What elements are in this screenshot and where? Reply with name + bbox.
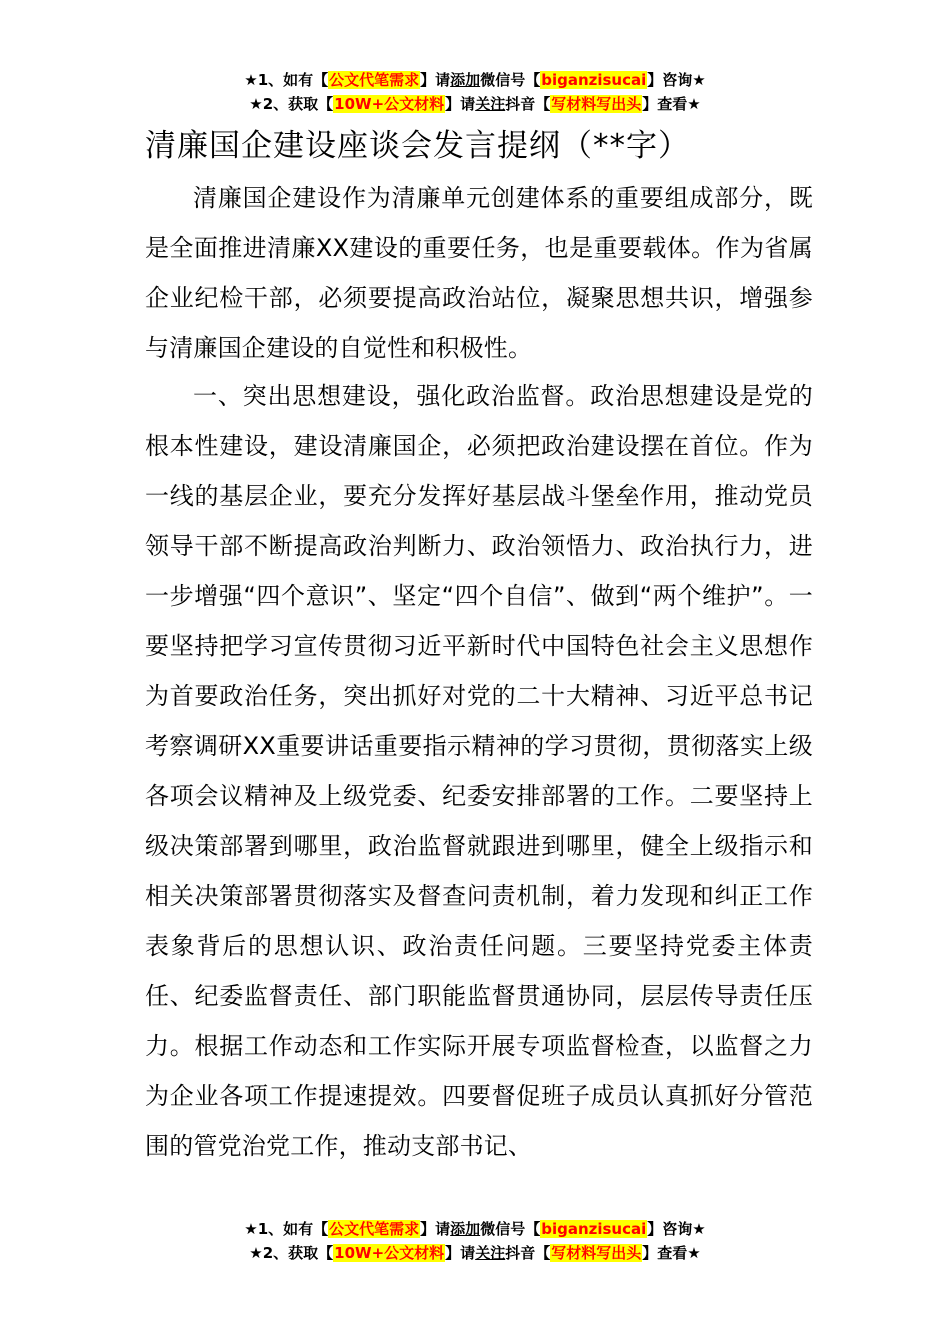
document-title: 清廉国企建设座谈会发言提纲（**字） <box>145 128 690 164</box>
highlight-service: 公文代笔需求 <box>329 71 420 89</box>
banner-text: 微信号【 <box>480 71 541 89</box>
banner-text: 】查看 <box>642 1244 688 1262</box>
underlined-text: 添加 <box>450 1220 481 1238</box>
highlight-service: 公文代笔需求 <box>329 1220 420 1238</box>
banner-text: 1、如有【 <box>257 71 329 89</box>
highlight-douyin-account: 写材料写出头 <box>551 1244 642 1262</box>
banner-text: 】咨询 <box>647 1220 693 1238</box>
bottom-banner-line-2 <box>0 1243 950 1263</box>
section-1-paragraph <box>145 371 813 1171</box>
star-icon: ★ <box>692 1220 706 1238</box>
banner-text: 】请 <box>420 71 451 89</box>
top-banner-line-2 <box>0 94 950 114</box>
highlight-materials: 10W+公文材料 <box>334 95 445 113</box>
banner-text: 抖音【 <box>505 1244 551 1262</box>
star-icon: ★ <box>692 71 706 89</box>
section-1-body: 政治思想建设是党的根本性建设，建设清廉国企，必须把政治建设摆在首位。作为一线的基层企业，要充分发挥好基层战斗堡垒作用，推动党员领导干部不断提高政治判断力、政治领悟力、政治执行力，进一步增强“四个意识”、坚定“四个自信”、做到“两个维护”。一要坚持把学习宣传贯彻习近平新时代中国特色社会主义思想作为首要政治任务，突出抓好对党的二十大精神、习近平总书记考察调研XX重要讲话重要指示精神的学习贯彻，贯彻落实上级各项会议精神及上级党委、纪委安排部署的工作。二要坚持上级决策部署到哪里，政治监督就跟进到哪里，健全上级指示和相关决策部署贯彻落实及督查问责机制，着力发现和纠正工作表象背后的思想认识、政治责任问题。三要坚持党委主体责任、纪委监督责任、部门职能监督贯通协同，层层传导责任压力。根据工作动态和工作实际开展专项监督检查，以监督之力为企业各项工作提速提效。四要督促班子成员认真抓好分管范围的管党治党工作，推动支部书记、 <box>145 382 813 1160</box>
banner-text: 】请 <box>445 95 476 113</box>
bottom-banner-line-1 <box>0 1219 950 1239</box>
banner-text: 2、获取【 <box>262 95 334 113</box>
underlined-text: 关注 <box>475 1244 506 1262</box>
top-banner-line-1 <box>0 70 950 90</box>
underlined-text: 关注 <box>475 95 506 113</box>
highlight-wechat-id: biganzisucai <box>541 1220 647 1238</box>
highlight-douyin-account: 写材料写出头 <box>551 95 642 113</box>
banner-text: 抖音【 <box>505 95 551 113</box>
section-1-heading: 一、突出思想建设，强化政治监督。 <box>193 382 591 410</box>
banner-text: 1、如有【 <box>257 1220 329 1238</box>
intro-paragraph <box>145 173 813 373</box>
banner-text: 】咨询 <box>647 71 693 89</box>
star-icon: ★ <box>249 95 263 113</box>
section-1-text <box>145 371 813 1171</box>
banner-text: 】请 <box>420 1220 451 1238</box>
banner-text: 微信号【 <box>480 1220 541 1238</box>
star-icon: ★ <box>244 1220 258 1238</box>
star-icon: ★ <box>244 71 258 89</box>
banner-text: 2、获取【 <box>262 1244 334 1262</box>
star-icon: ★ <box>687 95 701 113</box>
banner-text: 】请 <box>445 1244 476 1262</box>
highlight-wechat-id: biganzisucai <box>541 71 647 89</box>
highlight-materials: 10W+公文材料 <box>334 1244 445 1262</box>
star-icon: ★ <box>687 1244 701 1262</box>
intro-text: 清廉国企建设作为清廉单元创建体系的重要组成部分，既是全面推进清廉XX建设的重要任务，也是重要载体。作为省属企业纪检干部，必须要提高政治站位，凝聚思想共识，增强参与清廉国企建设的自觉性和积极性。 <box>145 184 813 362</box>
star-icon: ★ <box>249 1244 263 1262</box>
underlined-text: 添加 <box>450 71 481 89</box>
banner-text: 】查看 <box>642 95 688 113</box>
